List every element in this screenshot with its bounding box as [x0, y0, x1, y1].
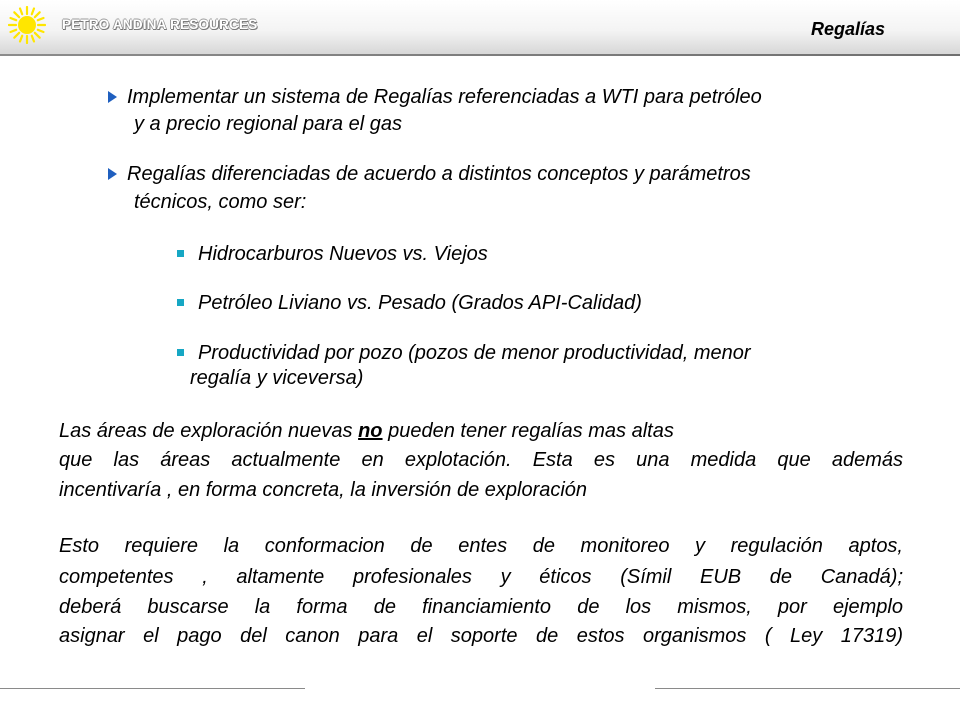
bullet-1-line-1: Implementar un sistema de Regalías referenciadas a WTI para petróleo: [127, 86, 762, 108]
subbullet-1: Hidrocarburos Nuevos vs. Viejos: [198, 243, 488, 265]
bullet-2-line-2: técnicos, como ser:: [134, 191, 307, 213]
paragraph-1-line-2: que las áreas actualmente en explotación. Esta es una medida que además: [59, 449, 903, 471]
footer-divider-right: [655, 688, 960, 689]
bullet-1-line-2: y a precio regional para el gas: [134, 113, 402, 135]
paragraph-1-line-1: Las áreas de exploración nuevas no pueden tener regalías mas altas: [59, 420, 674, 442]
square-bullet-icon: [177, 299, 184, 306]
footer-divider-left: [0, 688, 305, 689]
subbullet-3-line-1: Productividad por pozo (pozos de menor productividad, menor: [198, 342, 751, 364]
paragraph-2-line-2: competentes , altamente profesionales y éticos (Símil EUB de Canadá);: [59, 566, 903, 588]
arrow-bullet-icon: [108, 91, 117, 103]
subbullet-2: Petróleo Liviano vs. Pesado (Grados API-Calidad): [198, 292, 642, 314]
paragraph-1-line-3: incentivaría , en forma concreta, la inversión de exploración: [59, 479, 588, 501]
paragraph-2-line-1: Esto requiere la conformacion de entes de monitoreo y regulación aptos,: [59, 535, 903, 557]
arrow-bullet-icon: [108, 168, 117, 180]
subbullet-3-line-2: regalía y viceversa): [190, 367, 364, 389]
square-bullet-icon: [177, 349, 184, 356]
bullet-2-line-1: Regalías diferenciadas de acuerdo a distintos conceptos y parámetros: [127, 163, 751, 185]
emphasis-no: no: [358, 420, 383, 442]
square-bullet-icon: [177, 250, 184, 257]
paragraph-2-line-4: asignar el pago del canon para el soporte de estos organismos ( Ley 17319): [59, 625, 903, 647]
slide-title: Regalías: [810, 19, 885, 39]
paragraph-2-line-3: deberá buscarse la forma de financiamiento de los mismos, por ejemplo: [59, 596, 903, 618]
company-name: PETRO ANDINA RESOURCES: [62, 17, 258, 32]
